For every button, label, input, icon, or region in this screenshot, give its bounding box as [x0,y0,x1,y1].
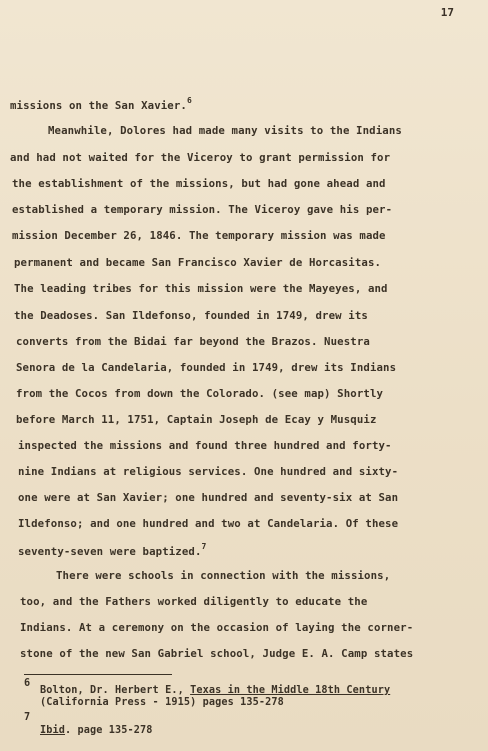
footnote-6-author: Bolton, Dr. Herbert E., [40,685,191,696]
footnote-6-line-2: (California Press - 1915) pages 135-278 [40,697,284,708]
body-line-6: mission December 26, 1846. The temporary mission was made [12,229,386,242]
body-line-11: Senora de la Candelaria, founded in 1749, drew its Indians [16,361,397,374]
body-line-20: too, and the Fathers worked diligently to educate the [20,595,368,608]
body-line-17: Ildefonso; and one hundred and two at Candelaria. Of these [18,517,399,530]
body-line-5: established a temporary mission. The Viceroy gave his per- [12,203,393,216]
body-line-21: Indians. At a ceremony on the occasion of laying the corner- [20,621,414,634]
body-line-9: the Deadoses. San Ildefonso, founded in 1749, drew its [14,309,368,322]
body-line-13: before March 11, 1751, Captain Joseph de Ecay y Musquiz [16,413,377,426]
body-line-2: Meanwhile, Dolores had made many visits to the Indians [48,124,402,137]
body-line-7: permanent and became San Francisco Xavier de Horcasitas. [14,256,382,269]
footnote-7-ibid: Ibid [40,725,66,736]
body-line-18 [18,542,206,558]
body-line-8: The leading tribes for this mission were the Mayeyes, and [14,282,388,295]
footnote-6-line-1 [40,685,390,696]
body-line-16: one were at San Xavier; one hundred and seventy-six at San [18,491,399,504]
footnote-7-line [40,725,153,736]
footnote-7-rest: . page 135-278 [65,725,153,736]
body-line-22: stone of the new San Gabriel school, Judge E. A. Camp states [20,647,414,660]
body-line-18-text: seventy-seven were baptized. [18,545,202,558]
footnote-6-title: Texas in the Middle 18th Century [190,685,391,696]
body-line-19: There were schools in connection with the missions, [56,569,391,582]
footnote-ref-6: 6 [186,96,192,105]
page-number: 17 [440,6,454,19]
body-line-12: from the Cocos from down the Colorado. (see map) Shortly [16,387,384,400]
body-line-10: converts from the Bidai far beyond the Brazos. Nuestra [16,335,370,348]
footnote-ref-7: 7 [201,542,207,551]
body-line-4: the establishment of the missions, but had gone ahead and [12,177,386,190]
footnote-rule [24,674,172,675]
body-line-1-text: missions on the San Xavier. [10,99,187,112]
body-line-1 [10,96,192,112]
footnote-7-marker: 7 [24,712,31,723]
body-line-15: nine Indians at religious services. One hundred and sixty- [18,465,399,478]
body-line-14: inspected the missions and found three hundred and forty- [18,439,392,452]
footnote-6-marker: 6 [24,678,31,689]
body-line-3: and had not waited for the Viceroy to grant permission for [10,151,391,164]
